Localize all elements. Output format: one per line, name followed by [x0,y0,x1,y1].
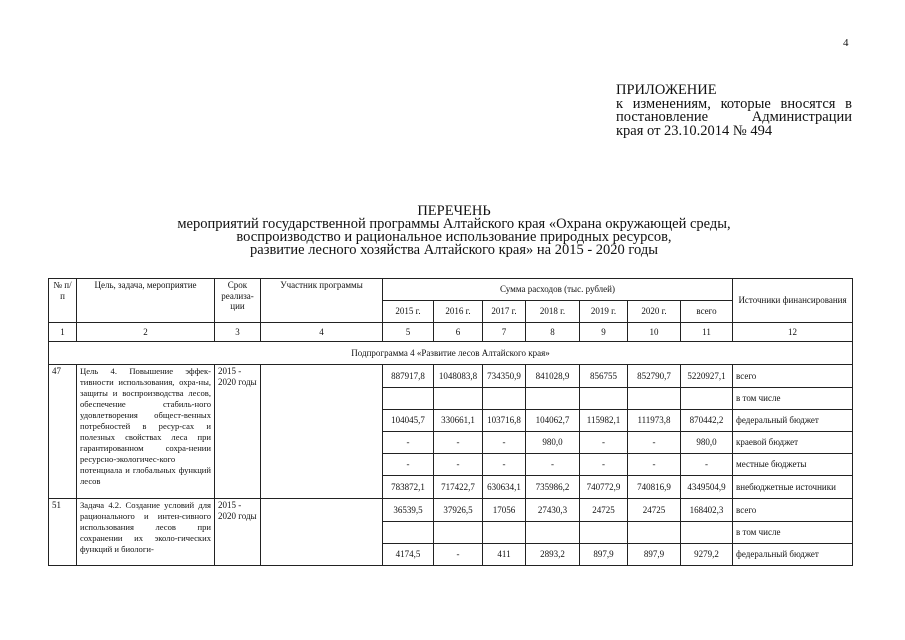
expense-cell: 24725 [580,499,628,522]
expense-cell: - [434,544,483,566]
row-goal: Задача 4.2. Создание условий для рационального и интен-сивного использования лесов при сохранении их эколо-гических функций и биологи- [77,499,215,566]
expense-cell: 411 [483,544,526,566]
expense-cell: 897,9 [580,544,628,566]
expense-cell: - [483,432,526,454]
expense-cell: 735986,2 [526,476,580,499]
expense-cell: 330661,1 [434,410,483,432]
expense-cell [526,388,580,410]
expense-cell: 856755 [580,365,628,388]
expense-cell: 783872,1 [383,476,434,499]
expense-cell: - [526,454,580,476]
expense-cell: 852790,7 [628,365,681,388]
title-line: развитие лесного хозяйства Алтайского края» на 2015 - 2020 годы [250,242,658,258]
expense-cell: 104062,7 [526,410,580,432]
expense-cell: 104045,7 [383,410,434,432]
expense-cell: 630634,1 [483,476,526,499]
expense-cell: 111973,8 [628,410,681,432]
header-year: всего [681,301,733,323]
column-number: 12 [733,323,853,342]
expense-cell [434,388,483,410]
column-number: 4 [261,323,383,342]
expense-cell: 37926,5 [434,499,483,522]
appendix-line: края от 23.10.2014 № 494 [616,122,773,139]
expense-cell [580,522,628,544]
column-number: 10 [628,323,681,342]
expense-cell [483,522,526,544]
expense-cell: 2893,2 [526,544,580,566]
funding-source: всего [733,365,853,388]
expense-cell: 740772,9 [580,476,628,499]
funding-source: всего [733,499,853,522]
expense-cell: 717422,7 [434,476,483,499]
expense-cell: 17056 [483,499,526,522]
header-year: 2018 г. [526,301,580,323]
expense-cell: 897,9 [628,544,681,566]
expense-cell [383,388,434,410]
column-number: 11 [681,323,733,342]
expense-cell: - [383,432,434,454]
appendix-line: к изменениям, которые вносятся в [616,95,852,112]
appendix-title: ПРИЛОЖЕНИЕ [616,82,717,98]
header-year: 2016 г. [434,301,483,323]
header-term: Срок реализа-ции [215,279,261,323]
expense-cell: 740816,9 [628,476,681,499]
page-number: 4 [843,37,849,49]
expense-cell: 734350,9 [483,365,526,388]
header-year: 2020 г. [628,301,681,323]
expense-cell: - [383,454,434,476]
expense-cell: 9279,2 [681,544,733,566]
row-term: 2015 - 2020 годы [215,499,261,566]
expense-cell: - [434,432,483,454]
header-participant: Участник программы [261,279,383,323]
expenses-table [48,278,853,566]
column-number: 2 [77,323,215,342]
expense-cell: - [434,454,483,476]
header-expenses: Сумма расходов (тыс. рублей) [383,279,733,301]
row-participant [261,499,383,566]
row-number: 47 [49,365,77,499]
expense-cell: 887917,8 [383,365,434,388]
expense-cell [483,388,526,410]
column-number: 5 [383,323,434,342]
row-participant [261,365,383,499]
expense-cell: 115982,1 [580,410,628,432]
expense-cell: 103716,8 [483,410,526,432]
row-term: 2015 - 2020 годы [215,365,261,499]
title-heading: ПЕРЕЧЕНЬ [417,203,491,219]
column-number: 7 [483,323,526,342]
expense-cell: - [628,454,681,476]
column-number: 6 [434,323,483,342]
expense-cell: - [580,454,628,476]
row-goal: Цель 4. Повышение эффек-тивности использования, охра-ны, защиты и воспроизводства лесов, обеспечение стабиль-ного удовлетворения общест-венных потребностей в ресур-сах и полезных свойствах леса при гарантированном сохра-нении ресурсно-экологичес-кого потенциала и глобальных функций лесов [77,365,215,499]
expense-cell: 27430,3 [526,499,580,522]
header-sources: Источники финансирования [733,279,853,323]
expense-cell: 4174,5 [383,544,434,566]
subprogram-row [49,342,853,365]
expense-cell [681,522,733,544]
column-number: 9 [580,323,628,342]
expense-cell: 5220927,1 [681,365,733,388]
expense-cell [628,388,681,410]
header-goal: Цель, задача, мероприятие [77,279,215,323]
header-year: 2019 г. [580,301,628,323]
expense-cell: - [580,432,628,454]
expense-cell: 4349504,9 [681,476,733,499]
funding-source: внебюджетные источники [733,476,853,499]
expense-cell: 870442,2 [681,410,733,432]
funding-source: федеральный бюджет [733,410,853,432]
header-num: № п/п [49,279,77,323]
funding-source: краевой бюджет [733,432,853,454]
title-line: мероприятий государственной программы Алтайского края «Охрана окружающей среды, [177,216,731,232]
document-title [120,205,788,257]
funding-source: в том числе [733,388,853,410]
expense-cell: 841028,9 [526,365,580,388]
appendix-line: постановление Администрации [616,109,852,125]
expense-cell [681,388,733,410]
expense-cell: - [483,454,526,476]
table-row [49,499,853,522]
row-number: 51 [49,499,77,566]
expense-cell [383,522,434,544]
column-number: 8 [526,323,580,342]
funding-source: местные бюджеты [733,454,853,476]
expense-cell: 980,0 [681,432,733,454]
funding-source: федеральный бюджет [733,544,853,566]
title-line: воспроизводство и рациональное использование природных ресурсов, [236,229,672,245]
expense-cell: 36539,5 [383,499,434,522]
expense-cell: 1048083,8 [434,365,483,388]
header-year: 2017 г. [483,301,526,323]
expense-cell: 168402,3 [681,499,733,522]
column-numbers-row [49,323,853,342]
expense-cell [526,522,580,544]
header-row [49,279,853,301]
expense-cell [628,522,681,544]
column-number: 3 [215,323,261,342]
table-row [49,365,853,388]
column-number: 1 [49,323,77,342]
funding-source: в том числе [733,522,853,544]
expense-cell: 980,0 [526,432,580,454]
expense-cell [580,388,628,410]
header-year: 2015 г. [383,301,434,323]
expense-cell [434,522,483,544]
expense-cell: 24725 [628,499,681,522]
subprogram-title: Подпрограмма 4 «Развитие лесов Алтайского края» [49,342,853,365]
appendix-block [616,84,852,138]
expense-cell: - [681,454,733,476]
expense-cell: - [628,432,681,454]
